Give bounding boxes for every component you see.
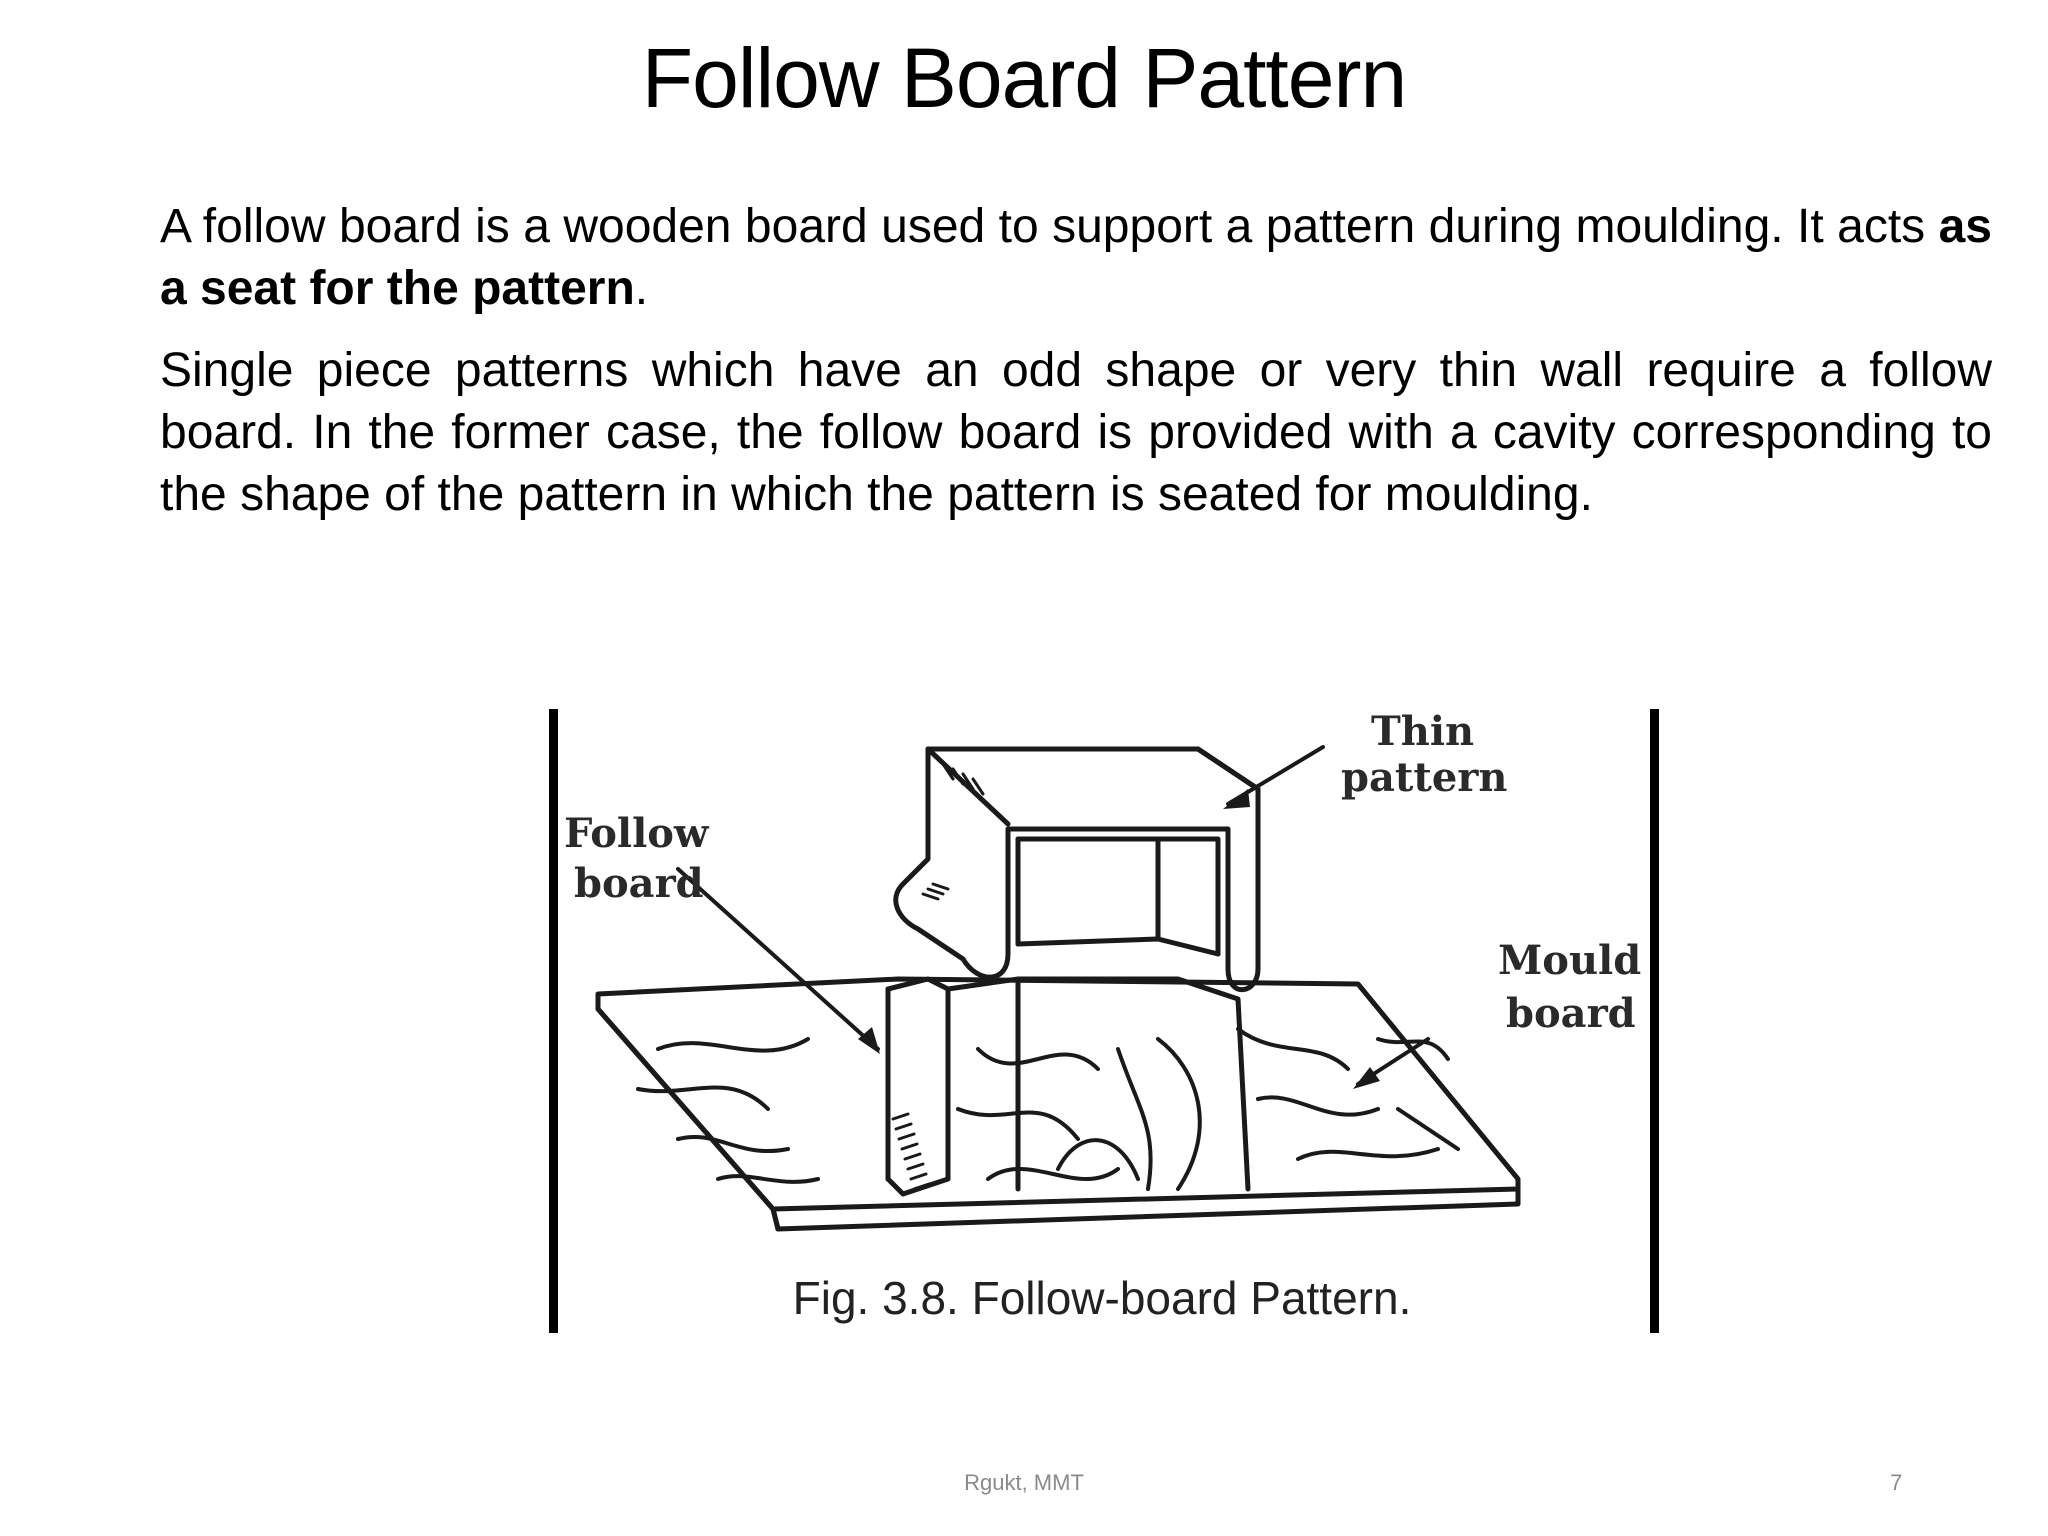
paragraph-definition <box>160 196 1992 320</box>
follow-board-figure <box>549 709 1659 1333</box>
paragraph-definition-text: A follow board is a wooden board used to support a pattern during moulding. It acts <box>160 200 1939 253</box>
follow-board-drawing <box>558 709 1650 1333</box>
page-number: 7 <box>1890 1470 1903 1495</box>
paragraph-definition-period: . <box>634 262 649 315</box>
figure-caption: Fig. 3.8. Follow-board Pattern. <box>792 1272 1412 1324</box>
figure-frame-left <box>549 709 558 1333</box>
paragraph-usage: Single piece patterns which have an odd shape or very thin wall require a follow board. In the former case, the follow board is provided with a cavity corresponding to the shape of the pattern in which the pattern is seated for moulding. <box>160 344 1992 521</box>
label-follow-board-line1: Follow <box>564 810 709 857</box>
pattern-hatch <box>923 764 983 899</box>
follow-board-shape <box>888 979 948 1194</box>
mould-board-shape <box>598 979 1518 1229</box>
footer-text: Rgukt, MMT <box>964 1470 1084 1495</box>
slide-body <box>160 196 1992 526</box>
slide-title: Follow Board Pattern <box>641 31 1407 125</box>
wood-grain <box>638 1029 1458 1189</box>
cavity-shape <box>948 979 1248 1189</box>
follow-board-hatch <box>893 1114 929 1189</box>
paragraph-definition-emphasis: as a seat for the pattern <box>160 200 1992 315</box>
label-mould-board-line2: board <box>1506 990 1636 1037</box>
label-thin-pattern-line1: Thin <box>1371 709 1475 755</box>
label-mould-board-line1: Mould <box>1498 937 1642 984</box>
label-thin-pattern-line2: pattern <box>1341 754 1508 801</box>
thin-pattern-shape <box>896 749 1258 990</box>
figure-frame-right <box>1650 709 1659 1333</box>
label-follow-board-line2: board <box>574 860 704 907</box>
leader-arrows <box>678 747 1428 1084</box>
